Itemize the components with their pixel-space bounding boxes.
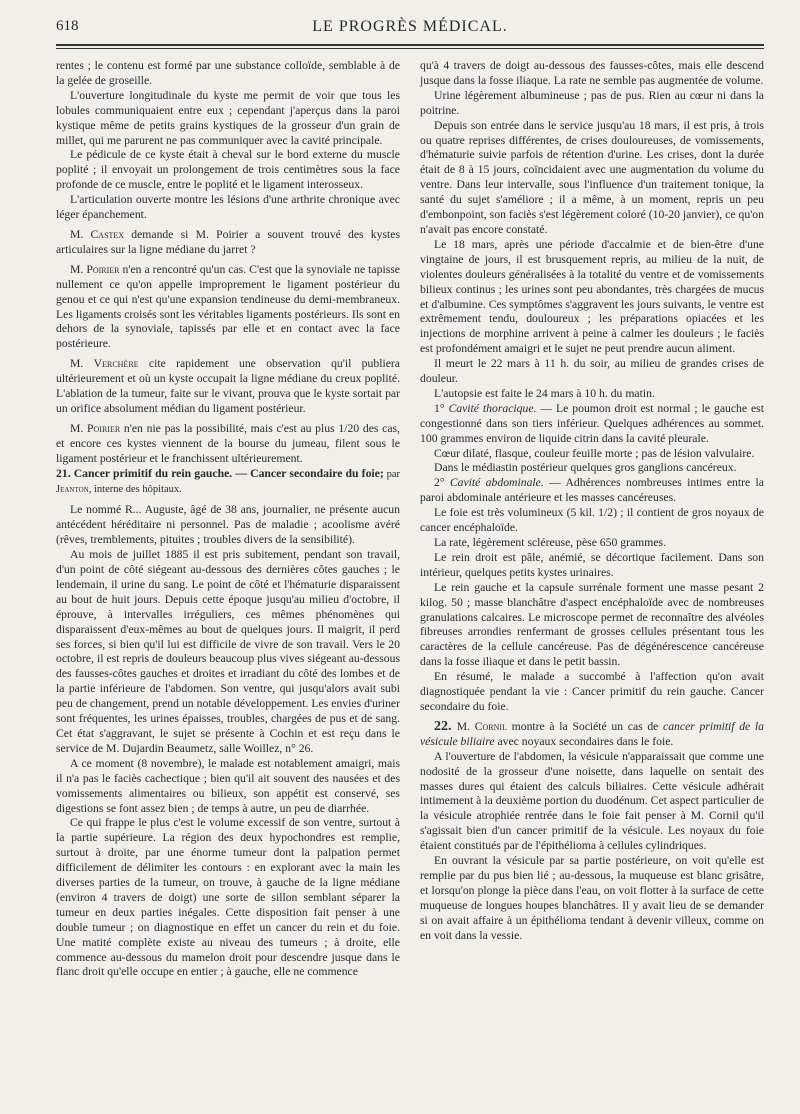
paragraph: La rate, légèrement scléreuse, pèse 650 grammes.	[434, 536, 667, 549]
header-rule	[56, 44, 764, 49]
paragraph: Depuis son entrée dans le service jusqu'au 18 mars, il est pris, à trois ou quatre reprises différentes, de crises douloureuses, de vomissements, d'hématurie suivie parfois de rétention d'urine. Les crises, dont la durée était de 8 à 15 jours, coïncidaient avec une augmentation du volume du ventre. Dans leur intervalle, sous l'influence d'un traitement tonique, la santé du sujet s'améliore ; il a même, à un moment, repris un peu d'embonpoint, son faciès s'est légèrement coloré (10-20 janvier), ce qu'on n'avait pas encore constaté.	[420, 118, 764, 236]
paragraph: Le foie est très volumineux (5 kil. 1/2) ; il contient de gros noyaux de cancer encéphaloïde.	[420, 506, 764, 535]
paragraph: M. Poirier n'en nie pas la possibilité, mais c'est au plus 1/20 des cas, et encore ces kystes viennent de la bourse du jumeau, filent sous le ligament postérieur et le franchissent ultérieurement.	[56, 421, 400, 465]
subsection-title: Cavité thoracique.	[448, 401, 537, 415]
paragraph: A ce moment (8 novembre), le malade est notablement amaigri, mais il n'a pas le faciès cachectique ; bien qu'il ait souvent des nausées et des vomissements alimentaires ou bilieux, son appétit est conservé, ses digestions se font assez bien ; de temps à autre, un peu de diarrhée.	[56, 756, 400, 815]
paragraph: M. Verchère cite rapidement une observation qu'il publiera ultérieurement et où un kyste occupait la ligne médiane du creux poplité. L'ablation de la tumeur, faite sur le vivant, prouva que le kyste sortait par un orifice absolument médian du ligament postérieur.	[56, 357, 400, 415]
author-name: Poirier	[216, 227, 248, 241]
paragraph: 1° Cavité thoracique. — Le poumon droit est normal ; le gauche est congestionné dans son tiers inférieur. Quelques adhérences au sommet. 100 grammes environ de liquide citrin dans la cavité pleurale.	[420, 401, 764, 445]
paragraph: 2° Cavité abdominale. — Adhérences nombreuses intimes entre la paroi abdominale antérieure et les masses cancéreuses.	[420, 476, 764, 505]
author-name: Castex	[90, 227, 125, 241]
page-number: 618	[56, 18, 79, 34]
right-column	[420, 59, 764, 980]
paragraph: Le 18 mars, après une période d'accalmie et de bien-être d'une vingtaine de jours, il est brusquement repris, au milieu de la nuit, de violentes douleurs généralisées à la totalité du ventre et de vomissements bilieux continus ; les urines sont peu abondantes, très chargées de mucus et d'albumine. Ces symptômes s'aggravent les jours suivants, le ventre est extrêmement tendu, douloureux ; les préparations opiacées et les injections de morphine arrivent à peine à calmer les douleurs ; le faciès est profondément amaigri et le sujet ne peut prendre aucun aliment.	[420, 237, 764, 356]
paragraph: rentes ; le contenu est formé par une substance colloïde, semblable à de la gelée de groseille.	[56, 59, 400, 87]
paragraph: L'articulation ouverte montre les lésions d'une arthrite chronique avec léger épanchement.	[56, 193, 400, 222]
left-column	[56, 59, 400, 980]
paragraph: En ouvrant la vésicule par sa partie postérieure, on voit qu'elle est remplie par du pus bien lié ; au-dessous, la muqueuse est blanc grisâtre, et lorsqu'on plonge la pièce dans l'eau, on voit flotter à la surface de cette muqueuse de longues houpes blanchâtres. Il y avait lieu de se demander si on avait affaire à un épithélioma tendant à devenir villeux, comme on en voit dans la vessie.	[420, 854, 764, 942]
paragraph: Le nommé R... Auguste, âgé de 38 ans, journalier, ne présente aucun antécédent héréditaire ni personnel. Pas de maladie ; acoolisme avéré (rêves, tremblements, pituites ; troubles divers de la sensibilité).	[56, 503, 400, 547]
section-heading: 21. Cancer primitif du rein gauche. — Cancer secondaire du foie; par Jeanton, interne des hôpitaux.	[56, 466, 400, 496]
running-title: LE PROGRÈS MÉDICAL.	[312, 18, 508, 35]
paragraph: Urine légèrement albumineuse ; pas de pus. Rien au cœur ni dans la poitrine.	[420, 88, 764, 117]
author-name: Poirier	[87, 421, 121, 435]
paragraph: M. Poirier n'en a rencontré qu'un cas. C'est que la synoviale ne tapisse nullement ce qu'on appelle improprement le ligament postérieur du genou et ce qui n'est qu'une expansion tendineuse du demi-membraneux. Les ligaments croisés sont les véritables ligaments postérieurs. Ils sont en dehors de la synoviale, tapissés par elle et en contact avec la face postérieure.	[56, 262, 400, 351]
paragraph: L'autopsie est faite le 24 mars à 10 h. du matin.	[434, 386, 655, 400]
paragraph: Il meurt le 22 mars à 11 h. du soir, au milieu de grandes crises de douleur.	[420, 357, 764, 386]
section-heading: 22. M. Cornil montre à la Société un cas de cancer primitif de la vésicule biliaire avec noyaux secondaires dans le foie.	[420, 718, 764, 748]
paragraph: Dans le médiastin postérieur quelques gros ganglions cancéreux.	[434, 461, 737, 475]
paragraph: L'ouverture longitudinale du kyste me permit de voir que tous les lobules communiquaient entre eux ; cependant j'aperçus dans la paroi kystique même de petits grains kystiques de la grosseur d'un grain de millet, qui me parurent ne pas communiquer avec la cavité principale.	[56, 88, 400, 147]
paragraph: Au mois de juillet 1885 il est pris subitement, pendant son travail, d'un point de côté siégeant au-dessous des dernières côtes gauches ; le lendemain, il urine du sang. Le point de côté et l'hématurie disparaissent au bout de huit jours. Depuis cette époque jusqu'au milieu d'octobre, il éprouve, à intervalles irréguliers, ces mêmes phénomènes qui disparaissent d'eux-mêmes au bout de quelques jours. Il maigrit, il perd ses forces, si bien qu'il lui est difficile de vivre de son travail. Vers le 20 octobre, il est repris de douleurs beaucoup plus vives siégeant au-dessous des fausses-côtes gauches et droites et irradiant du côté des lombes et de la partie inférieure de l'abdomen. Son ventre, qui jusqu'alors avait subi peu de changement, prend un notable développement. Les envies d'uriner sont fréquentes, les urines épaisses, troubles, chargées de pus et de sang. Cet état s'aggravant, le sujet se présente à Cochin et est reçu dans le service de M. Dujardin Beaumetz, salle Woillez, n° 26.	[56, 548, 400, 755]
paragraph: Cœur dilaté, flasque, couleur feuille morte ; pas de lésion valvulaire.	[434, 446, 755, 460]
paragraph: M. Castex demande si M. Poirier a souvent trouvé des kystes articulaires sur la ligne médiane du jarret ?	[56, 227, 400, 256]
paragraph: A l'ouverture de l'abdomen, la vésicule n'apparaissait que comme une nodosité de la grosseur d'une noisette, dans laquelle on sentait des masses dures qui étaient des calculs biliaires. Cette vésicule adhérait intimement à la deuxième portion du duodénum. Cet aspect particulier de la vésicule atrophiée rentrée dans le foie fait penser à M. Cornil qu'il s'agissait bien d'un cancer primitif de la vésicule. Les noyaux du foie étaient constitués par de l'épithélioma à cellules cylindriques.	[420, 749, 764, 853]
text-columns	[56, 59, 764, 980]
paragraph: Le rein droit est pâle, anémié, se décortique facilement. Dans son intérieur, quelques petits kystes urinaires.	[420, 550, 764, 579]
author-name: Verchère	[93, 357, 139, 371]
author-name: Cornil	[474, 719, 507, 733]
author-name: Poirier	[86, 262, 120, 276]
paragraph: Ce qui frappe le plus c'est le volume excessif de son ventre, surtout à la partie supérieure. La région des deux hypochondres est remplie, surtout à droite, par une énorme tumeur dont la palpation permet difficilement de délimiter les contours : en explorant avec la main les diverses parties de la tumeur, on trouve, à gauche de la ligne médiane (environ 4 travers de doigt) une sorte de sillon semblant séparer la tumeur en deux parties inégales. Cette disposition fait penser à une double tumeur ; on diagnostique en effet un cancer du rein et du foie. Une matité complète existe au niveau des tumeurs ; à droite, elle commence au-dessous du mamelon droit pour descendre jusque dans le flanc droit qu'elle occupe en entier ; à gauche, elle ne commence	[56, 816, 400, 979]
paragraph: Le rein gauche et la capsule surrénale forment une masse pesant 2 kilog. 50 ; masse blanchâtre d'aspect encéphaloïde avec de nombreuses granulations calcaires. Le microscope permet de reconnaître des alvéoles fibreuses arrondies renfermant de grosses cellules présentant tous les caractères de la cellule cancéreuse. Pas de dégénérescence cancéreuse dans la fosse iliaque et dans le petit bassin.	[420, 580, 764, 669]
paragraph: Le pédicule de ce kyste était à cheval sur le bord externe du muscle poplité ; il envoyait un prolongement de trois centimètres sous la face profonde de ce muscle, entre le poplité et le ligament interosseux.	[56, 148, 400, 192]
author-name: Jeanton	[56, 484, 89, 496]
page-header	[56, 16, 764, 38]
subsection-title: Cavité abdominale.	[449, 476, 544, 490]
paragraph: En résumé, le malade a succombé à l'affection qu'on avait diagnostiquée pendant la vie : Cancer primitif du rein gauche. Cancer secondaire du foie.	[420, 670, 764, 713]
paragraph: qu'à 4 travers de doigt au-dessous des fausses-côtes, mais elle descend jusque dans la fosse iliaque. La rate ne semble pas augmentée de volume.	[420, 59, 764, 87]
